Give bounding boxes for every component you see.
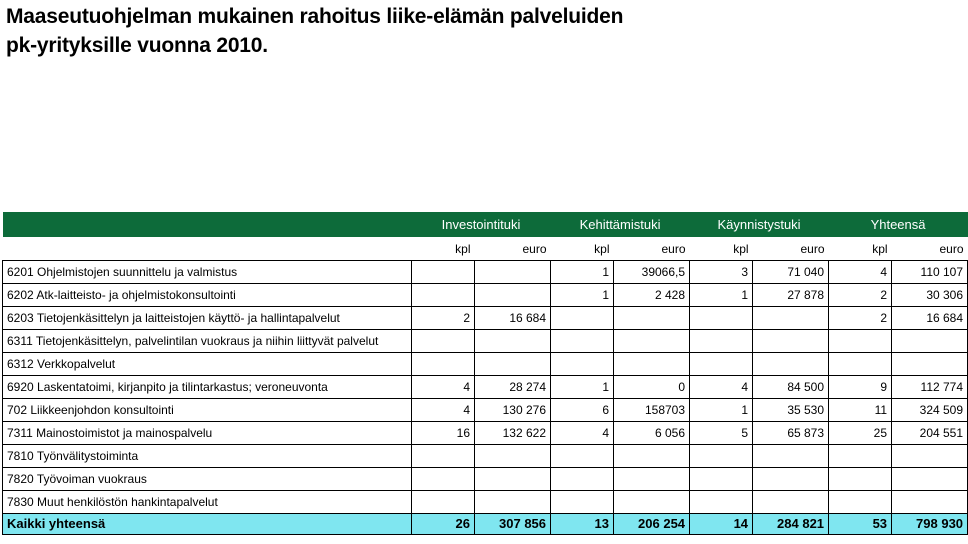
group-header-kaynnistystuki: Käynnistystuki bbox=[690, 212, 829, 237]
kpl-cell bbox=[829, 330, 892, 353]
euro-cell bbox=[475, 445, 551, 468]
euro-cell: 30 306 bbox=[892, 284, 968, 307]
kpl-cell bbox=[551, 445, 614, 468]
kpl-cell: 6 bbox=[551, 399, 614, 422]
kpl-cell: 4 bbox=[412, 399, 475, 422]
kpl-cell: 1 bbox=[551, 376, 614, 399]
funding-table bbox=[2, 212, 968, 535]
kpl-cell bbox=[551, 468, 614, 491]
kpl-cell: 5 bbox=[690, 422, 753, 445]
table-row bbox=[3, 445, 968, 468]
table-row bbox=[3, 468, 968, 491]
table-row bbox=[3, 491, 968, 514]
kpl-cell: 4 bbox=[690, 376, 753, 399]
kpl-cell bbox=[551, 307, 614, 330]
kpl-cell: 2 bbox=[829, 284, 892, 307]
euro-cell bbox=[475, 353, 551, 376]
group-header-yhteensa: Yhteensä bbox=[829, 212, 968, 237]
euro-cell: 39066,5 bbox=[614, 261, 690, 284]
euro-cell: 284 821 bbox=[753, 514, 829, 535]
kpl-cell bbox=[551, 353, 614, 376]
kpl-cell bbox=[829, 353, 892, 376]
kpl-cell: 4 bbox=[829, 261, 892, 284]
unit-header-kpl: kpl bbox=[829, 237, 892, 261]
euro-cell bbox=[753, 330, 829, 353]
unit-header-euro: euro bbox=[475, 237, 551, 261]
kpl-cell: 14 bbox=[690, 514, 753, 535]
kpl-cell: 3 bbox=[690, 261, 753, 284]
euro-cell: 204 551 bbox=[892, 422, 968, 445]
euro-cell: 112 774 bbox=[892, 376, 968, 399]
table-row bbox=[3, 307, 968, 330]
header-blank-cell bbox=[3, 212, 412, 237]
kpl-cell bbox=[412, 491, 475, 514]
unit-header-blank bbox=[3, 237, 412, 261]
kpl-cell: 2 bbox=[412, 307, 475, 330]
euro-cell bbox=[753, 353, 829, 376]
euro-cell bbox=[753, 307, 829, 330]
group-header-kehittamistuki: Kehittämistuki bbox=[551, 212, 690, 237]
group-header-investointituki: Investointituki bbox=[412, 212, 551, 237]
euro-cell bbox=[614, 491, 690, 514]
euro-cell: 16 684 bbox=[892, 307, 968, 330]
euro-cell bbox=[475, 468, 551, 491]
kpl-cell: 1 bbox=[551, 284, 614, 307]
euro-cell: 2 428 bbox=[614, 284, 690, 307]
euro-cell bbox=[892, 445, 968, 468]
kpl-cell: 13 bbox=[551, 514, 614, 535]
row-label: 6202 Atk-laitteisto- ja ohjelmistokonsultointi bbox=[3, 284, 412, 307]
row-label: 6312 Verkkopalvelut bbox=[3, 353, 412, 376]
euro-cell bbox=[475, 261, 551, 284]
kpl-cell bbox=[690, 353, 753, 376]
euro-cell: 110 107 bbox=[892, 261, 968, 284]
kpl-cell bbox=[412, 353, 475, 376]
row-label: 7311 Mainostoimistot ja mainospalvelu bbox=[3, 422, 412, 445]
kpl-cell: 11 bbox=[829, 399, 892, 422]
euro-cell bbox=[614, 307, 690, 330]
euro-cell bbox=[614, 330, 690, 353]
kpl-cell: 1 bbox=[690, 284, 753, 307]
kpl-cell bbox=[690, 468, 753, 491]
row-label: 702 Liikkeenjohdon konsultointi bbox=[3, 399, 412, 422]
unit-header-euro: euro bbox=[892, 237, 968, 261]
kpl-cell: 26 bbox=[412, 514, 475, 535]
euro-cell: 158703 bbox=[614, 399, 690, 422]
euro-cell bbox=[753, 491, 829, 514]
kpl-cell bbox=[690, 445, 753, 468]
kpl-cell bbox=[829, 445, 892, 468]
euro-cell: 0 bbox=[614, 376, 690, 399]
euro-cell bbox=[475, 330, 551, 353]
euro-cell: 324 509 bbox=[892, 399, 968, 422]
kpl-cell: 16 bbox=[412, 422, 475, 445]
title-line-1: Maaseutuohjelman mukainen rahoitus liike-elämän palveluiden bbox=[6, 5, 624, 28]
euro-cell bbox=[614, 353, 690, 376]
unit-header-euro: euro bbox=[614, 237, 690, 261]
euro-cell: 132 622 bbox=[475, 422, 551, 445]
kpl-cell bbox=[690, 330, 753, 353]
euro-cell bbox=[892, 468, 968, 491]
kpl-cell bbox=[829, 491, 892, 514]
table-row bbox=[3, 261, 968, 284]
page-title bbox=[6, 2, 623, 60]
euro-cell: 130 276 bbox=[475, 399, 551, 422]
euro-cell bbox=[475, 284, 551, 307]
euro-cell bbox=[753, 468, 829, 491]
unit-header-kpl: kpl bbox=[412, 237, 475, 261]
euro-cell bbox=[892, 353, 968, 376]
kpl-cell bbox=[412, 330, 475, 353]
kpl-cell bbox=[829, 468, 892, 491]
euro-cell: 798 930 bbox=[892, 514, 968, 535]
euro-cell: 84 500 bbox=[753, 376, 829, 399]
table-row bbox=[3, 330, 968, 353]
kpl-cell: 25 bbox=[829, 422, 892, 445]
group-header-row bbox=[3, 212, 968, 237]
table-row bbox=[3, 376, 968, 399]
table-row bbox=[3, 353, 968, 376]
euro-cell: 6 056 bbox=[614, 422, 690, 445]
kpl-cell bbox=[690, 307, 753, 330]
euro-cell: 28 274 bbox=[475, 376, 551, 399]
kpl-cell bbox=[412, 284, 475, 307]
euro-cell bbox=[892, 491, 968, 514]
euro-cell bbox=[892, 330, 968, 353]
euro-cell: 206 254 bbox=[614, 514, 690, 535]
kpl-cell bbox=[412, 445, 475, 468]
row-label: 6201 Ohjelmistojen suunnittelu ja valmistus bbox=[3, 261, 412, 284]
euro-cell: 71 040 bbox=[753, 261, 829, 284]
kpl-cell: 2 bbox=[829, 307, 892, 330]
euro-cell bbox=[475, 491, 551, 514]
euro-cell: 65 873 bbox=[753, 422, 829, 445]
unit-header-row bbox=[3, 237, 968, 261]
total-row bbox=[3, 514, 968, 535]
row-label: 6920 Laskentatoimi, kirjanpito ja tilintarkastus; veroneuvonta bbox=[3, 376, 412, 399]
row-label: 7830 Muut henkilöstön hankintapalvelut bbox=[3, 491, 412, 514]
euro-cell bbox=[614, 445, 690, 468]
euro-cell: 16 684 bbox=[475, 307, 551, 330]
kpl-cell bbox=[412, 261, 475, 284]
unit-header-kpl: kpl bbox=[690, 237, 753, 261]
euro-cell: 307 856 bbox=[475, 514, 551, 535]
row-label: 7810 Työnvälitystoiminta bbox=[3, 445, 412, 468]
kpl-cell: 4 bbox=[412, 376, 475, 399]
kpl-cell: 4 bbox=[551, 422, 614, 445]
row-label: 6203 Tietojenkäsittelyn ja laitteistojen käyttö- ja hallintapalvelut bbox=[3, 307, 412, 330]
kpl-cell: 1 bbox=[690, 399, 753, 422]
title-line-2: pk-yrityksille vuonna 2010. bbox=[6, 34, 268, 57]
unit-header-kpl: kpl bbox=[551, 237, 614, 261]
row-label: Kaikki yhteensä bbox=[3, 514, 412, 535]
kpl-cell bbox=[551, 491, 614, 514]
kpl-cell: 53 bbox=[829, 514, 892, 535]
kpl-cell: 9 bbox=[829, 376, 892, 399]
euro-cell bbox=[753, 445, 829, 468]
table-row bbox=[3, 284, 968, 307]
row-label: 6311 Tietojenkäsittelyn, palvelintilan vuokraus ja niihin liittyvät palvelut bbox=[3, 330, 412, 353]
unit-header-euro: euro bbox=[753, 237, 829, 261]
kpl-cell bbox=[412, 468, 475, 491]
euro-cell: 27 878 bbox=[753, 284, 829, 307]
euro-cell bbox=[614, 468, 690, 491]
table-row bbox=[3, 422, 968, 445]
row-label: 7820 Työvoiman vuokraus bbox=[3, 468, 412, 491]
kpl-cell bbox=[551, 330, 614, 353]
table-row bbox=[3, 399, 968, 422]
kpl-cell bbox=[690, 491, 753, 514]
euro-cell: 35 530 bbox=[753, 399, 829, 422]
kpl-cell: 1 bbox=[551, 261, 614, 284]
